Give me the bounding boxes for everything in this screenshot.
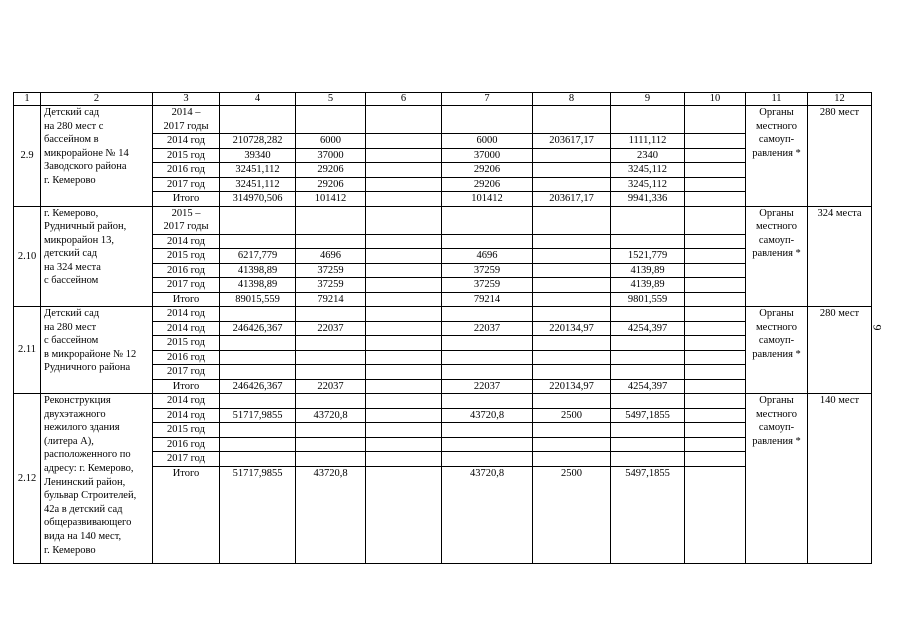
value-cell (685, 321, 746, 336)
period-cell: 2016 год (153, 437, 220, 452)
item-description (41, 307, 153, 394)
value-cell (296, 423, 366, 438)
value-cell: 3245,112 (611, 163, 685, 178)
value-cell (220, 234, 296, 249)
period-cell: 2016 год (153, 163, 220, 178)
organization-line: Органы (759, 107, 794, 118)
value-cell: 43720,8 (442, 466, 533, 563)
value-cell (611, 394, 685, 409)
value-cell (533, 452, 611, 467)
value-cell (296, 365, 366, 380)
value-cell: 314970,506 (220, 192, 296, 207)
header-cell: 8 (533, 93, 611, 106)
value-cell: 203617,17 (533, 134, 611, 149)
value-cell (220, 423, 296, 438)
description-line: микрорайон 13, (44, 234, 115, 246)
value-cell (611, 206, 685, 234)
value-cell (533, 148, 611, 163)
value-cell (366, 336, 442, 351)
value-cell: 101412 (296, 192, 366, 207)
value-cell: 220134,97 (533, 379, 611, 394)
value-cell: 220134,97 (533, 321, 611, 336)
period-cell: 2015 год (153, 423, 220, 438)
value-cell: 37259 (442, 278, 533, 293)
value-cell: 5497,1855 (611, 466, 685, 563)
period-cell: Итого (153, 379, 220, 394)
organization-line: самоуп- (758, 335, 795, 346)
capacity: 324 места (808, 206, 872, 307)
description-line: г. Кемерово (44, 544, 96, 556)
organization-line: самоуп- (758, 134, 795, 145)
description-line: г. Кемерово (44, 174, 96, 186)
value-cell (442, 234, 533, 249)
value-cell: 4254,397 (611, 379, 685, 394)
value-cell: 43720,8 (296, 408, 366, 423)
organization-line: местного (756, 321, 797, 333)
value-cell (366, 106, 442, 134)
description-line: бульвар Строителей, (44, 490, 137, 502)
period-cell: 2015 год (153, 249, 220, 264)
value-cell (296, 437, 366, 452)
period-cell: 2017 год (153, 278, 220, 293)
organization-line: Органы (759, 308, 794, 319)
value-cell: 2340 (611, 148, 685, 163)
value-cell: 5497,1855 (611, 408, 685, 423)
organization-line: Органы (759, 395, 794, 406)
value-cell: 3245,112 (611, 177, 685, 192)
value-cell (366, 394, 442, 409)
value-cell: 29206 (296, 163, 366, 178)
responsible-organization (746, 206, 808, 307)
value-cell: 22037 (296, 379, 366, 394)
value-cell: 101412 (442, 192, 533, 207)
value-cell (442, 437, 533, 452)
value-cell (366, 292, 442, 307)
value-cell (611, 423, 685, 438)
responsible-organization (746, 307, 808, 394)
period-cell (153, 106, 220, 134)
value-cell: 79214 (296, 292, 366, 307)
value-cell (685, 307, 746, 322)
value-cell (366, 163, 442, 178)
value-cell (533, 307, 611, 322)
table-row (14, 307, 872, 322)
value-cell (685, 423, 746, 438)
value-cell (685, 336, 746, 351)
value-cell (533, 249, 611, 264)
value-cell (685, 394, 746, 409)
organization-line: самоуп- (758, 234, 795, 246)
organization-line: местного (756, 120, 797, 132)
value-cell: 4696 (296, 249, 366, 264)
value-cell: 246426,367 (220, 321, 296, 336)
organization-line: равления * (752, 248, 801, 259)
value-cell (533, 263, 611, 278)
value-cell (685, 379, 746, 394)
value-cell (366, 206, 442, 234)
value-cell (611, 452, 685, 467)
value-cell (533, 278, 611, 293)
value-cell (533, 177, 611, 192)
header-cell: 12 (808, 93, 872, 106)
value-cell (611, 365, 685, 380)
description-line: Рудничный район, (44, 221, 127, 233)
value-cell: 29206 (296, 177, 366, 192)
value-cell (533, 394, 611, 409)
value-cell (296, 307, 366, 322)
value-cell (366, 134, 442, 149)
value-cell: 29206 (442, 177, 533, 192)
header-cell: 9 (611, 93, 685, 106)
header-cell: 3 (153, 93, 220, 106)
value-cell (685, 148, 746, 163)
capacity: 140 мест (808, 394, 872, 564)
organization-line: равления * (752, 147, 801, 159)
value-cell: 4139,89 (611, 263, 685, 278)
value-cell (366, 423, 442, 438)
value-cell (220, 437, 296, 452)
table-row (14, 206, 872, 234)
value-cell (296, 206, 366, 234)
header-cell: 11 (746, 93, 808, 106)
value-cell: 39340 (220, 148, 296, 163)
value-cell (685, 437, 746, 452)
description-line: с бассейном (44, 275, 99, 287)
responsible-organization (746, 106, 808, 207)
value-cell: 203617,17 (533, 192, 611, 207)
value-cell (296, 394, 366, 409)
value-cell: 1521,779 (611, 249, 685, 264)
period-cell: 2014 год (153, 394, 220, 409)
description-line: нежилого здания (44, 422, 120, 434)
description-line: Реконструкция (44, 395, 111, 406)
description-line: Детский сад (44, 308, 100, 319)
description-line: на 280 мест с (44, 120, 104, 132)
value-cell: 41398,89 (220, 278, 296, 293)
period-cell: 2014 год (153, 307, 220, 322)
value-cell (442, 394, 533, 409)
description-line: микрорайоне № 14 (44, 147, 129, 159)
value-cell (685, 263, 746, 278)
organization-line: равления * (752, 435, 801, 447)
value-cell (533, 163, 611, 178)
value-cell (685, 466, 746, 563)
value-cell (611, 106, 685, 134)
value-cell: 210728,282 (220, 134, 296, 149)
data-table (13, 92, 872, 564)
value-cell (366, 437, 442, 452)
value-cell (533, 350, 611, 365)
value-cell (685, 134, 746, 149)
value-cell (220, 336, 296, 351)
value-cell: 43720,8 (296, 466, 366, 563)
value-cell (533, 423, 611, 438)
value-cell (296, 350, 366, 365)
value-cell (366, 452, 442, 467)
value-cell: 22037 (442, 321, 533, 336)
value-cell (366, 466, 442, 563)
description-line: двухэтажного (44, 408, 106, 420)
period-line: 2017 годы (163, 221, 209, 232)
value-cell: 2500 (533, 466, 611, 563)
period-line: 2014 – (171, 107, 201, 118)
value-cell: 22037 (296, 321, 366, 336)
description-line: на 280 мест (44, 321, 97, 333)
organization-line: местного (756, 221, 797, 232)
period-cell: Итого (153, 466, 220, 563)
value-cell (220, 106, 296, 134)
value-cell (685, 292, 746, 307)
period-cell: 2016 год (153, 350, 220, 365)
description-line: Ленинский район, (44, 476, 126, 488)
header-cell: 7 (442, 93, 533, 106)
description-line: Заводского района (44, 161, 127, 173)
value-cell: 6217,779 (220, 249, 296, 264)
item-number: 2.11 (14, 307, 41, 394)
period-cell: 2016 год (153, 263, 220, 278)
value-cell (296, 106, 366, 134)
value-cell: 37259 (296, 278, 366, 293)
value-cell: 37000 (442, 148, 533, 163)
value-cell (366, 249, 442, 264)
value-cell (220, 365, 296, 380)
description-line: (литера А), (44, 435, 94, 447)
organization-line: Органы (759, 207, 794, 219)
value-cell (685, 365, 746, 380)
value-cell (685, 192, 746, 207)
value-cell: 1111,112 (611, 134, 685, 149)
value-cell (366, 234, 442, 249)
value-cell (366, 307, 442, 322)
value-cell: 37259 (296, 263, 366, 278)
value-cell: 37000 (296, 148, 366, 163)
value-cell (685, 206, 746, 234)
period-cell: Итого (153, 292, 220, 307)
item-number: 2.9 (14, 106, 41, 207)
value-cell (442, 365, 533, 380)
value-cell (366, 350, 442, 365)
value-cell (296, 336, 366, 351)
value-cell (611, 234, 685, 249)
table-row (14, 106, 872, 134)
value-cell (533, 437, 611, 452)
value-cell (442, 307, 533, 322)
capacity: 280 мест (808, 307, 872, 394)
header-row (14, 93, 872, 106)
header-cell: 2 (41, 93, 153, 106)
capacity: 280 мест (808, 106, 872, 207)
value-cell (533, 292, 611, 307)
value-cell: 2500 (533, 408, 611, 423)
value-cell (366, 148, 442, 163)
value-cell (220, 307, 296, 322)
organization-line: самоуп- (758, 422, 795, 433)
value-cell (685, 234, 746, 249)
value-cell (533, 336, 611, 351)
header-cell: 6 (366, 93, 442, 106)
description-line: Детский сад (44, 107, 100, 118)
value-cell: 4254,397 (611, 321, 685, 336)
value-cell (685, 278, 746, 293)
value-cell: 32451,112 (220, 163, 296, 178)
period-cell: 2014 год (153, 321, 220, 336)
period-cell (153, 206, 220, 234)
value-cell: 37259 (442, 263, 533, 278)
period-cell: Итого (153, 192, 220, 207)
value-cell: 43720,8 (442, 408, 533, 423)
value-cell: 9801,559 (611, 292, 685, 307)
description-line: Рудничного района (44, 362, 131, 374)
description-line: расположенного по (44, 449, 131, 461)
value-cell: 4139,89 (611, 278, 685, 293)
value-cell: 6000 (296, 134, 366, 149)
value-cell (442, 452, 533, 467)
header-cell: 4 (220, 93, 296, 106)
period-cell: 2017 год (153, 452, 220, 467)
period-cell: 2015 год (153, 148, 220, 163)
value-cell (611, 336, 685, 351)
value-cell (442, 206, 533, 234)
value-cell: 51717,9855 (220, 408, 296, 423)
value-cell (220, 394, 296, 409)
value-cell (685, 106, 746, 134)
value-cell (366, 408, 442, 423)
responsible-organization (746, 394, 808, 564)
page-number: 9 (870, 324, 885, 331)
period-cell: 2017 год (153, 177, 220, 192)
value-cell (685, 249, 746, 264)
value-cell (533, 365, 611, 380)
header-cell: 1 (14, 93, 41, 106)
value-cell (366, 379, 442, 394)
value-cell (220, 350, 296, 365)
value-cell (685, 350, 746, 365)
organization-line: местного (756, 408, 797, 420)
value-cell (366, 192, 442, 207)
value-cell (296, 452, 366, 467)
value-cell (220, 452, 296, 467)
item-number: 2.10 (14, 206, 41, 307)
value-cell (366, 177, 442, 192)
value-cell: 89015,559 (220, 292, 296, 307)
description-line: общеразвивающего (44, 517, 132, 529)
value-cell: 32451,112 (220, 177, 296, 192)
value-cell: 79214 (442, 292, 533, 307)
value-cell (611, 307, 685, 322)
header-cell: 10 (685, 93, 746, 106)
value-cell (366, 321, 442, 336)
value-cell (533, 106, 611, 134)
organization-line: равления * (752, 348, 801, 360)
description-line: вида на 140 мест, (44, 530, 122, 542)
value-cell (685, 408, 746, 423)
header-cell: 5 (296, 93, 366, 106)
value-cell (366, 263, 442, 278)
value-cell: 41398,89 (220, 263, 296, 278)
value-cell: 29206 (442, 163, 533, 178)
value-cell (611, 437, 685, 452)
table-row (14, 394, 872, 409)
value-cell (442, 350, 533, 365)
description-line: бассейном в (44, 134, 99, 146)
value-cell (220, 206, 296, 234)
value-cell (296, 234, 366, 249)
description-line: детский сад (44, 248, 98, 260)
value-cell (685, 452, 746, 467)
value-cell (442, 423, 533, 438)
value-cell (685, 163, 746, 178)
description-line: г. Кемерово, (44, 207, 99, 219)
description-line: адресу: г. Кемерово, (44, 462, 134, 474)
description-line: 42а в детский сад (44, 503, 123, 515)
value-cell (533, 234, 611, 249)
period-cell: 2015 год (153, 336, 220, 351)
table-body (14, 93, 872, 564)
item-description (41, 394, 153, 564)
description-line: в микрорайоне № 12 (44, 348, 137, 360)
item-description (41, 206, 153, 307)
value-cell: 4696 (442, 249, 533, 264)
value-cell: 9941,336 (611, 192, 685, 207)
value-cell: 246426,367 (220, 379, 296, 394)
value-cell (533, 206, 611, 234)
value-cell (366, 365, 442, 380)
description-line: с бассейном (44, 335, 99, 347)
item-description (41, 106, 153, 207)
period-line: 2017 годы (163, 120, 209, 132)
period-cell: 2014 год (153, 134, 220, 149)
period-cell: 2014 год (153, 408, 220, 423)
period-cell: 2017 год (153, 365, 220, 380)
value-cell: 6000 (442, 134, 533, 149)
description-line: на 324 места (44, 261, 101, 273)
value-cell (611, 350, 685, 365)
value-cell: 22037 (442, 379, 533, 394)
period-cell: 2014 год (153, 234, 220, 249)
period-line: 2015 – (171, 207, 201, 219)
item-number: 2.12 (14, 394, 41, 564)
value-cell (442, 106, 533, 134)
value-cell (685, 177, 746, 192)
value-cell (366, 278, 442, 293)
value-cell (442, 336, 533, 351)
value-cell: 51717,9855 (220, 466, 296, 563)
